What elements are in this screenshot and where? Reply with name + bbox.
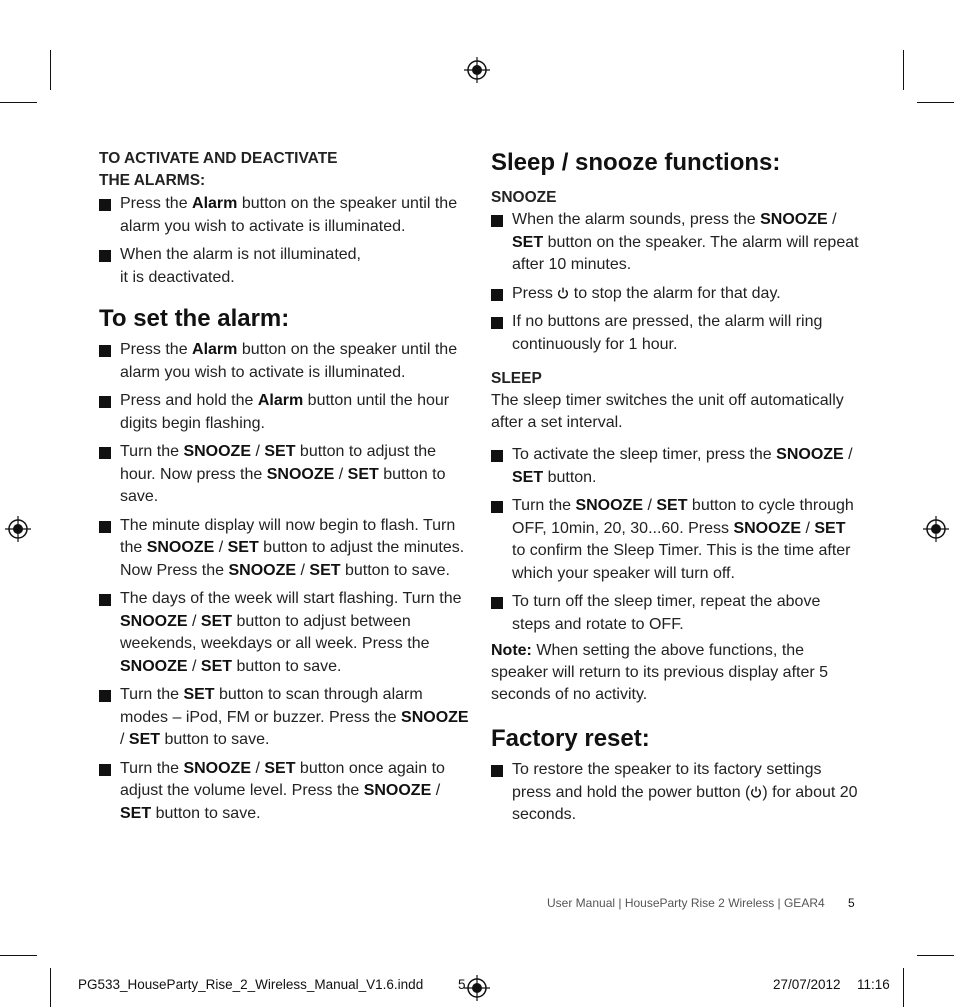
set-alarm-title: To set the alarm:: [99, 305, 290, 332]
bullet-square-icon: [491, 450, 503, 462]
bullet-square-icon: [99, 250, 111, 262]
bullet-square-icon: [99, 447, 111, 459]
slug-time: 11:16: [857, 977, 890, 992]
left-column: [99, 148, 469, 825]
crop-mark-top-left-h: [0, 102, 37, 103]
crop-mark-top-right-v: [903, 50, 904, 90]
list-item: Press and hold the Alarm button until the hour digits begin flashing.: [99, 390, 469, 435]
bullet-square-icon: [491, 289, 503, 301]
list-item: Turn the SNOOZE / SET button to cycle through OFF, 10min, 20, 30...60. Press SNOOZE / SET to confirm the Sleep Timer. This is the time after which your speaker will turn off.: [491, 495, 861, 585]
bullet-square-icon: [99, 199, 111, 211]
sleep-snooze-title: Sleep / snooze functions:: [491, 149, 781, 176]
list-item: When the alarm sounds, press the SNOOZE / SET button on the speaker. The alarm will repeat after 10 minutes.: [491, 209, 861, 277]
slug-filename: PG533_HouseParty_Rise_2_Wireless_Manual_V1.6.indd: [78, 977, 424, 992]
list-item: Press to stop the alarm for that day.: [491, 283, 861, 306]
list-item: Press the Alarm button on the speaker until the alarm you wish to activate is illuminated.: [99, 193, 469, 238]
list-item: Press the Alarm button on the speaker until the alarm you wish to activate is illuminated.: [99, 339, 469, 384]
list-item: The days of the week will start flashing. Turn the SNOOZE / SET button to adjust between weekends, weekdays or all week. Press the SNOOZE / SET button to save.: [99, 588, 469, 678]
activate-heading: TO ACTIVATE AND DEACTIVATE THE ALARMS:: [99, 150, 338, 189]
factory-reset-title: Factory reset:: [491, 725, 650, 752]
bullet-square-icon: [99, 690, 111, 702]
bullet-square-icon: [99, 521, 111, 533]
crop-mark-bottom-right-h: [917, 955, 954, 956]
slug-page: 5: [458, 977, 466, 992]
registration-mark-icon: [464, 975, 490, 1001]
bullet-square-icon: [491, 317, 503, 329]
list-item: When the alarm is not illuminated, it is deactivated.: [99, 244, 469, 289]
list-item: To activate the sleep timer, press the SNOOZE / SET button.: [491, 444, 861, 489]
power-icon: [557, 287, 569, 299]
bullet-square-icon: [491, 501, 503, 513]
bullet-square-icon: [99, 345, 111, 357]
crop-mark-bottom-right-v: [903, 968, 904, 1007]
list-item: To turn off the sleep timer, repeat the above steps and rotate to OFF.: [491, 591, 861, 636]
list-item: Turn the SNOOZE / SET button once again to adjust the volume level. Press the SNOOZE / SET button to save.: [99, 758, 469, 826]
crop-mark-top-left-v: [50, 50, 51, 90]
list-item: Turn the SET button to scan through alarm modes – iPod, FM or buzzer. Press the SNOOZE / SET button to save.: [99, 684, 469, 752]
sleep-heading: SLEEP: [491, 370, 542, 387]
bullet-square-icon: [491, 597, 503, 609]
bullet-square-icon: [99, 594, 111, 606]
bullet-square-icon: [491, 215, 503, 227]
note-label: Note:: [491, 642, 532, 659]
power-icon: [750, 786, 762, 798]
bullet-square-icon: [99, 764, 111, 776]
right-column: [491, 148, 861, 827]
footer-manual: User Manual | HouseParty Rise 2 Wireless | GEAR4: [547, 896, 825, 910]
slug-date: 27/07/2012: [773, 977, 841, 992]
note-paragraph: Note: When setting the above functions, the speaker will return to its previous display after 5 seconds of no activity.: [491, 642, 829, 703]
registration-mark-icon: [464, 57, 490, 83]
snooze-heading: SNOOZE: [491, 189, 557, 206]
bullet-square-icon: [491, 765, 503, 777]
list-item: If no buttons are pressed, the alarm will ring continuously for 1 hour.: [491, 311, 861, 356]
registration-mark-icon: [923, 516, 949, 542]
sleep-intro: The sleep timer switches the unit off automatically after a set interval.: [491, 392, 844, 431]
crop-mark-bottom-left-v: [50, 968, 51, 1007]
bullet-square-icon: [99, 396, 111, 408]
list-item: The minute display will now begin to flash. Turn the SNOOZE / SET button to adjust the minutes. Now Press the SNOOZE / SET button to save.: [99, 515, 469, 583]
footer-page-number: 5: [848, 896, 855, 910]
crop-mark-bottom-left-h: [0, 955, 37, 956]
registration-mark-icon: [5, 516, 31, 542]
crop-mark-top-right-h: [917, 102, 954, 103]
list-item: Turn the SNOOZE / SET button to adjust the hour. Now press the SNOOZE / SET button to save.: [99, 441, 469, 509]
list-item: To restore the speaker to its factory settings press and hold the power button ( ) for about 20 seconds.: [491, 759, 861, 827]
